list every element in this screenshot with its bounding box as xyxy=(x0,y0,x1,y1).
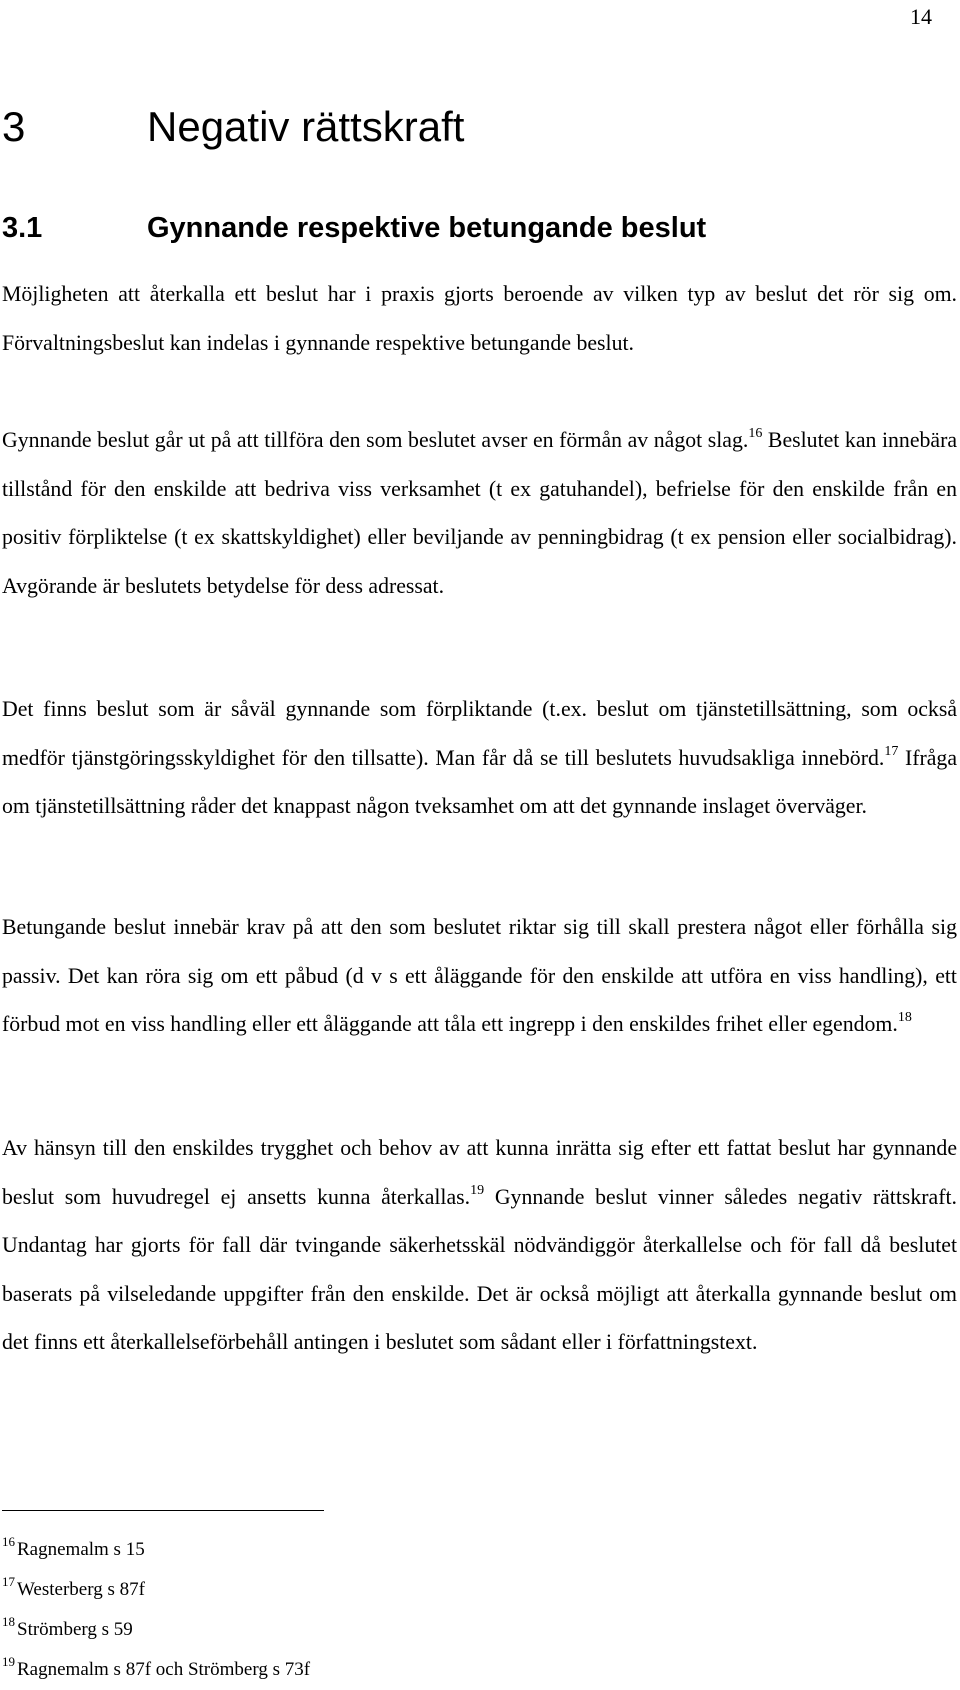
paragraph-5 xyxy=(2,1124,957,1367)
footnote-ref-19[interactable]: 19 xyxy=(470,1182,485,1198)
footnote-number: 17 xyxy=(2,1574,15,1589)
paragraph-4 xyxy=(2,903,957,1049)
footnote-16 xyxy=(2,1530,310,1570)
paragraph-3-text-b: Ifråga om tjänstetillsättning råder det knappast någon tveksamhet om att det gynnande inslaget överväger. xyxy=(2,745,957,818)
footnote-text: Ragnemalm s 87f och Strömberg s 73f xyxy=(17,1659,311,1680)
footnote-19 xyxy=(2,1650,310,1690)
footnote-text: Strömberg s 59 xyxy=(17,1619,133,1640)
footnote-ref-16[interactable]: 16 xyxy=(748,426,763,441)
paragraph-1: Möjligheten att återkalla ett beslut har i praxis gjorts beroende av vilken typ av beslut det rör sig om. Förvaltningsbeslut kan indelas i gynnande respektive betungande beslut. xyxy=(2,282,957,355)
footnote-ref-17[interactable]: 17 xyxy=(884,743,899,759)
paragraph-5-text-b: Gynnande beslut vinner således negativ rättskraft. Undantag har gjorts för fall där tvingande säkerhetsskäl nödvändiggör återkallelse och för fall då beslutet baserats på vilseledande uppgifter från den enskilde. Det är också möjligt att återkalla gynnande beslut om det finns ett återkallelseförbehåll antingen i beslutet som sådant eller i författningstext. xyxy=(2,1184,957,1354)
paragraph-2 xyxy=(2,416,957,610)
paragraph-2-text-a: Gynnande beslut går ut på att tillföra den som beslutet avser en förmån av något slag. xyxy=(2,428,749,452)
footnote-text: Ragnemalm s 15 xyxy=(17,1539,145,1560)
page-number: 14 xyxy=(910,4,932,29)
paragraph-4-text-a: Betungande beslut innebär krav på att den som beslutet riktar sig till skall prestera något eller förhålla sig passiv. Det kan röra sig om ett påbud (d v s ett åläggande för den enskilde att utföra en viss handling), ett förbud mot en viss handling eller ett åläggande att tåla ett ingrepp i den enskildes frihet eller egendom. xyxy=(2,915,957,1036)
footnote-18 xyxy=(2,1610,310,1650)
paragraph-5-text-a: Av hänsyn till den enskildes trygghet och behov av att kunna inrätta sig efter ett fattat beslut har gynnande beslut som huvudregel ej ansetts kunna återkallas. xyxy=(2,1136,957,1209)
section-title: Gynnande respektive betungande beslut xyxy=(147,212,707,244)
footnote-number: 16 xyxy=(2,1534,15,1549)
footnote-number: 18 xyxy=(2,1614,15,1629)
footnote-17 xyxy=(2,1570,310,1610)
footnote-separator xyxy=(2,1510,324,1511)
footnote-number: 19 xyxy=(2,1654,15,1669)
footnote-ref-18[interactable]: 18 xyxy=(897,1010,912,1025)
section-heading xyxy=(2,208,706,248)
chapter-heading xyxy=(2,100,464,154)
footnote-text: Westerberg s 87f xyxy=(17,1579,145,1600)
footnote-list xyxy=(2,1530,310,1690)
chapter-title: Negativ rättskraft xyxy=(147,103,465,150)
section-number: 3.1 xyxy=(2,212,43,244)
paragraph-3 xyxy=(2,685,957,831)
chapter-number: 3 xyxy=(2,103,26,150)
paragraph-3-text-a: Det finns beslut som är såväl gynnande som förpliktande (t.ex. beslut om tjänstetillsättning, som också medför tjänstgöringsskyldighet för den tillsatte). Man får då se till beslutets huvudsakliga innebörd. xyxy=(2,697,957,770)
paragraph-2-text-b: Beslutet kan innebära tillstånd för den enskilde att bedriva viss verksamhet (t ex gatuhandel), befrielse för den enskilde från en positiv förpliktelse (t ex skattskyldighet) eller beviljande av penningbidrag (t ex pension eller socialbidrag). Avgörande är beslutets betydelse för dess adressat. xyxy=(2,428,957,598)
